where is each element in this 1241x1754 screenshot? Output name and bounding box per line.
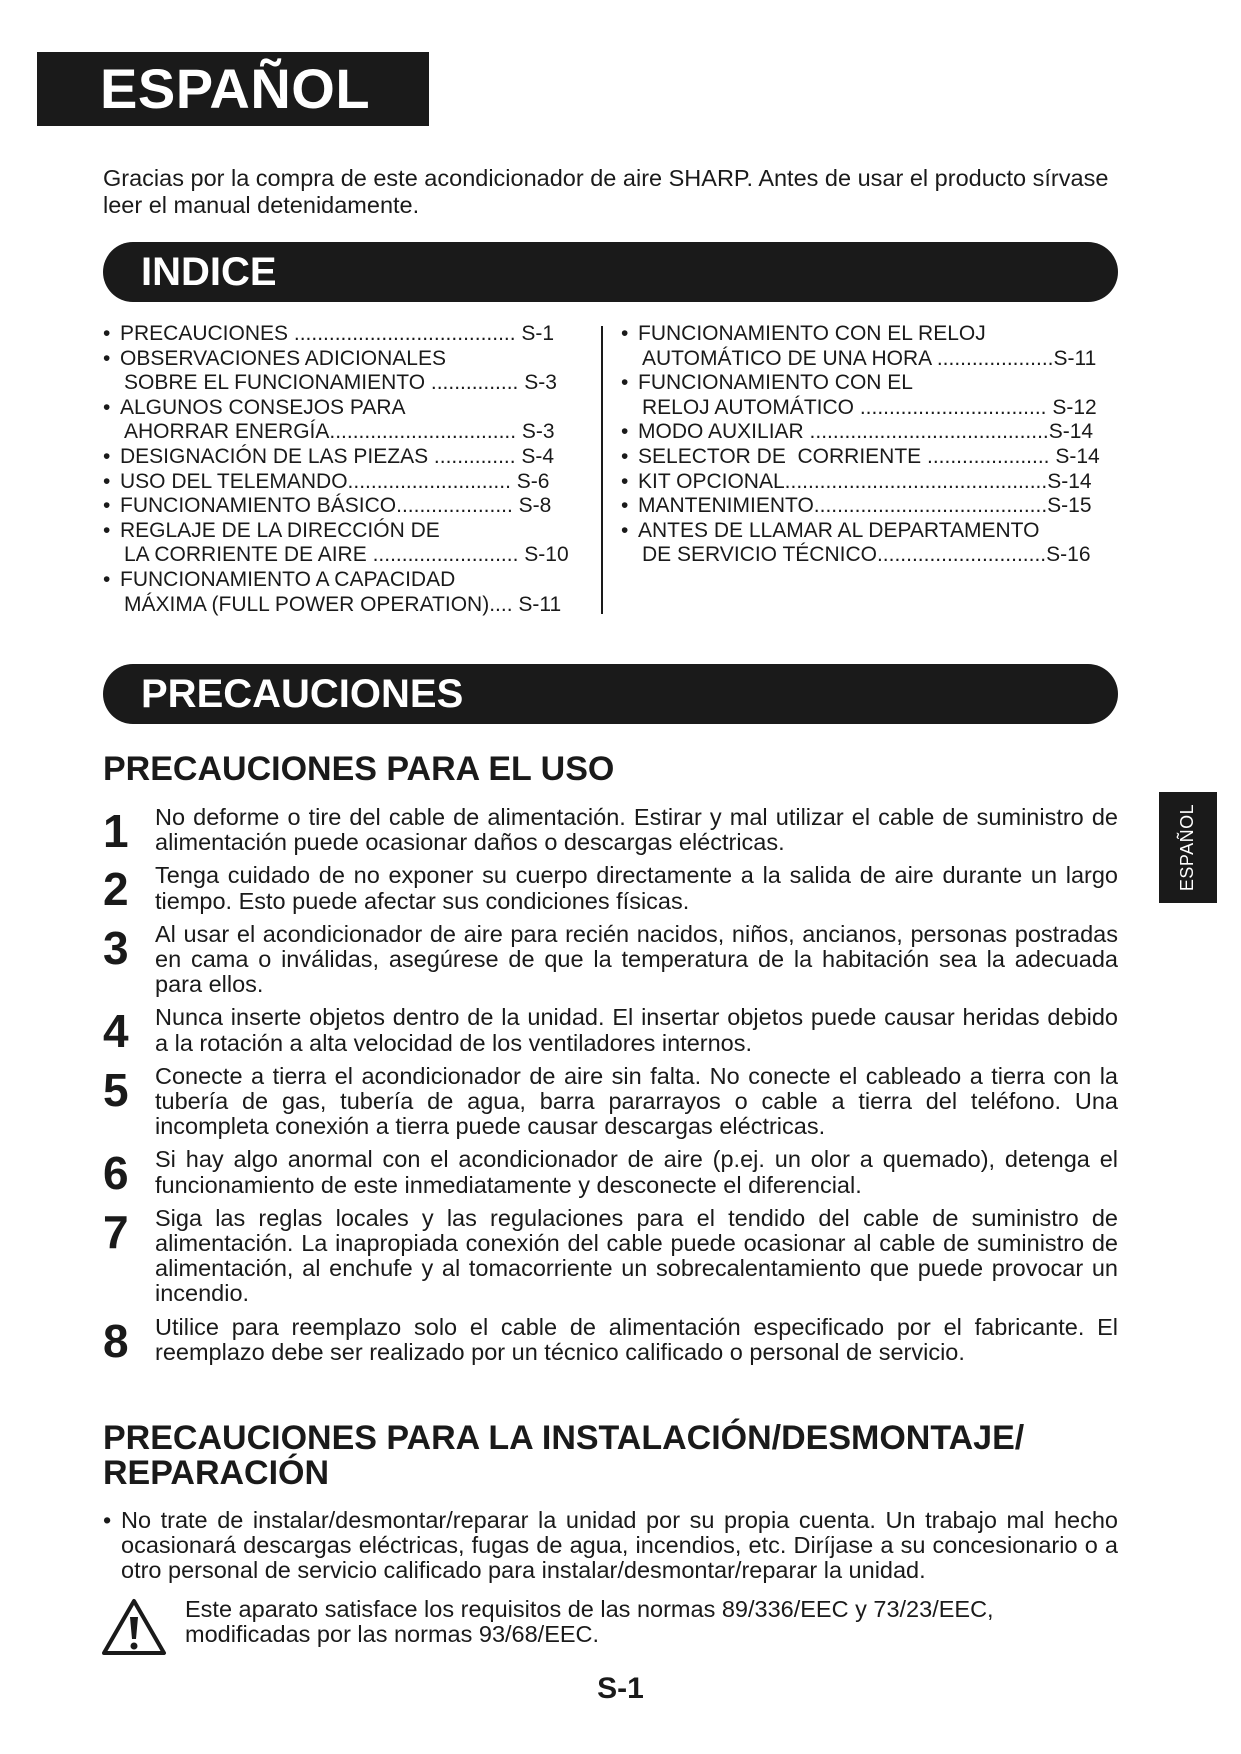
index-entry: [103, 347, 583, 396]
index-entry: [621, 519, 1118, 568]
index-entry-line: AUTOMÁTICO DE UNA HORA ....................S-11: [642, 346, 1097, 370]
index-right-column: [621, 322, 1118, 568]
index-entry-line: • PRECAUCIONES ...................................... S-1: [120, 322, 555, 345]
index-entry-line: • MANTENIMIENTO........................................S-15: [638, 494, 1092, 518]
precaution-number: 7: [103, 1205, 129, 1258]
index-entry-line: • DESIGNACIÓN DE LAS PIEZAS .............. S-4: [120, 444, 555, 468]
index-entry-line: • ANTES DE LLAMAR AL DEPARTAMENTO: [638, 518, 1040, 542]
installation-bullet: • No trate de instalar/desmontar/reparar la unidad por su propia cuenta. Un trabajo mal hecho ocasionará descargas eléctricas, fugas de agua, incendios, etc. Diríjase a su concesionario o a otro personal de servicio calificado para instalar/desmontar/reparar la unidad.: [103, 1508, 1118, 1584]
index-section-bar: INDICE: [103, 242, 1118, 302]
precautions-section-bar: PRECAUCIONES: [103, 664, 1118, 724]
index-entry-line: DE SERVICIO TÉCNICO.............................S-16: [642, 543, 1091, 567]
index-entry: [103, 445, 583, 470]
page-number: S-1: [597, 1672, 644, 1705]
index-entry-line: • ALGUNOS CONSEJOS PARA: [120, 395, 406, 419]
warning-triangle-icon: [101, 1597, 167, 1657]
index-entry: [621, 494, 1118, 519]
precaution-text: Nunca inserte objetos dentro de la unidad. El insertar objetos puede causar heridas debido a la rotación a alta velocidad de los ventiladores internos.: [155, 1004, 1118, 1056]
index-entry: [103, 396, 583, 445]
precaution-item: [103, 922, 1118, 998]
precaution-text: No deforme o tire del cable de alimentación. Estirar y mal utilizar el cable de suministro de alimentación puede ocasionar daños o descargas eléctricas.: [155, 804, 1118, 856]
index-entry-line: • OBSERVACIONES ADICIONALES: [120, 346, 446, 370]
precaution-text: Siga las reglas locales y las regulaciones para el tendido del cable de suministro de alimentación. La inapropiada conexión del cable puede ocasionar al cable de suministro de alimentación, al enchufe y al tomacorriente un sobrecalentamiento que puede provocar un incendio.: [155, 1204, 1118, 1307]
index-column-divider: [601, 326, 603, 614]
precaution-number: 3: [103, 921, 129, 974]
precaution-item: [103, 1004, 1118, 1058]
precaution-text: Al usar el acondicionador de aire para recién nacidos, niños, ancianos, personas postradas en cama o inválidas, asegúrese de que la temperatura de la habitación sea la adecuada para ellos.: [155, 920, 1118, 998]
index-entry-line: • FUNCIONAMIENTO CON EL RELOJ: [638, 322, 986, 345]
language-side-tab: [1159, 792, 1217, 903]
precaution-text: Tenga cuidado de no exponer su cuerpo directamente a la salida de aire durante un largo tiempo. Esto puede afectar sus condiciones físicas.: [155, 862, 1118, 914]
precaution-number: 8: [103, 1314, 129, 1367]
index-entry-line: MÁXIMA (FULL POWER OPERATION).... S-11: [124, 592, 562, 616]
precaution-number: 5: [103, 1063, 129, 1116]
precaution-item: [103, 1146, 1118, 1200]
precaution-item: [103, 1315, 1118, 1365]
index-entry-line: • FUNCIONAMIENTO A CAPACIDAD: [120, 567, 456, 591]
installation-precautions-heading: [103, 1421, 1118, 1491]
precaution-text: Conecte a tierra el acondicionador de aire sin falta. No conecte el cableado a tierra con la tubería de gas, tubería de agua, barra pararrayos o cable a tierra del teléfono. Una incompleta conexión a tierra puede causar descargas eléctricas.: [155, 1062, 1118, 1140]
precaution-number: 4: [103, 1005, 129, 1058]
index-entry: [621, 420, 1118, 445]
index-entry: [103, 519, 583, 568]
precaution-number: 6: [103, 1147, 129, 1200]
index-entry-line: • USO DEL TELEMANDO............................ S-6: [120, 469, 550, 493]
precaution-item: [103, 862, 1118, 916]
index-entry-line: • KIT OPCIONAL.............................................S-14: [638, 469, 1092, 493]
index-entry: [103, 494, 583, 519]
installation-heading-line2: REPARACIÓN: [103, 1454, 330, 1492]
index-entry: [103, 322, 583, 347]
intro-text: Gracias por la compra de este acondicionador de aire SHARP. Antes de usar el producto sírvase leer el manual detenidamente.: [103, 165, 1109, 218]
compliance-notice: Este aparato satisface los requisitos de las normas 89/336/EEC y 73/23/EEC, modificadas por las normas 93/68/EEC.: [185, 1596, 994, 1648]
index-entry-line: SOBRE EL FUNCIONAMIENTO ............... S-3: [124, 371, 557, 395]
installation-heading-line1: PRECAUCIONES PARA LA INSTALACIÓN/DESMONTAJE/: [103, 1419, 1025, 1457]
index-entry-line: • REGLAJE DE LA DIRECCIÓN DE: [120, 518, 440, 542]
index-entry: [621, 322, 1118, 371]
precaution-number: 2: [103, 863, 129, 916]
precaution-item: [103, 1206, 1118, 1307]
precaution-item: [103, 1064, 1118, 1140]
precaution-text: Si hay algo anormal con el acondicionador de aire (p.ej. un olor a quemado), detenga el funcionamiento de este inmediatamente y desconecte el diferencial.: [155, 1146, 1118, 1198]
precautions-list: [103, 805, 1118, 1365]
index-entry: [621, 371, 1118, 420]
index-entry-line: RELOJ AUTOMÁTICO ................................ S-12: [642, 395, 1097, 419]
index-entry-line: • FUNCIONAMIENTO CON EL: [638, 371, 913, 395]
index-entry-line: • MODO AUXILIAR .........................................S-14: [638, 420, 1094, 444]
index-entry: [103, 568, 583, 617]
precaution-number: 1: [103, 805, 129, 857]
index-entry: [621, 445, 1118, 470]
side-tab-label: ESPAÑOL: [1177, 803, 1198, 892]
index-entry-line: LA CORRIENTE DE AIRE ......................... S-10: [124, 543, 569, 567]
language-header: ESPAÑOL: [37, 52, 429, 126]
index-entry: [103, 470, 583, 495]
index-entry-line: • FUNCIONAMIENTO BÁSICO.................... S-8: [120, 494, 552, 518]
index-left-column: [103, 322, 583, 617]
use-precautions-heading: PRECAUCIONES PARA EL USO: [103, 750, 615, 788]
index-entry-line: AHORRAR ENERGÍA................................ S-3: [124, 420, 555, 444]
index-entry-line: • SELECTOR DE CORRIENTE ..................... S-14: [638, 444, 1100, 468]
precaution-text: Utilice para reemplazo solo el cable de alimentación especificado por el fabricante. El reemplazo debe ser realizado por un técnico calificado o personal de servicio.: [155, 1313, 1118, 1365]
precaution-item: [103, 805, 1118, 855]
index-entry: [621, 470, 1118, 495]
